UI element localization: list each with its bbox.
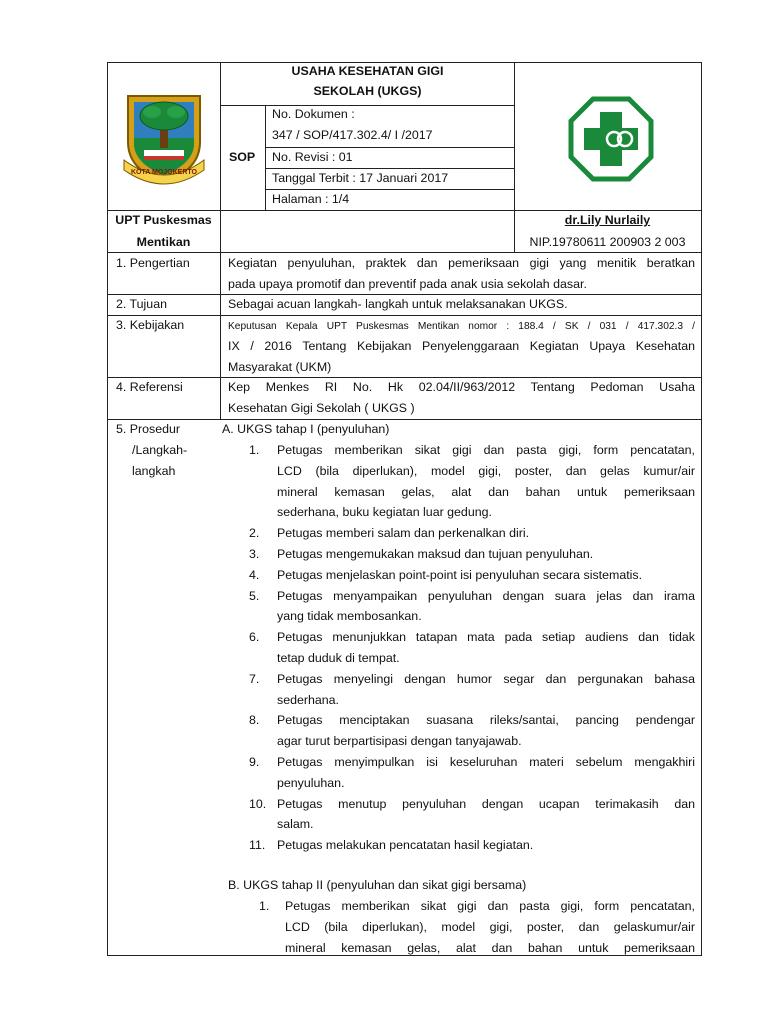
kebijakan-line3: Masyarakat (UKM) (228, 360, 332, 374)
label-tujuan: 2. Tujuan (116, 297, 167, 311)
kebijakan-line2: IX / 2016 Tentang Kebijakan Penyelenggaraan Kegiatan Upaya Kesehatan (228, 339, 695, 353)
doc-no-value: 347 / SOP/417.302.4/ I /2017 (272, 128, 433, 142)
label-referensi: 4. Referensi (116, 380, 183, 394)
step-number: 9. (249, 755, 260, 769)
line-under-title (220, 105, 515, 106)
city-crest-logo (120, 90, 208, 186)
step-text: Petugas menutup penyuluhan dengan ucapan terimakasih dan (277, 796, 695, 811)
divider-sop-col (265, 105, 266, 210)
step-number: 8. (249, 713, 260, 728)
doc-no-label: No. Dokumen : (272, 107, 355, 121)
step-text: Petugas melakukan pencatatan hasil kegiatan. (277, 838, 534, 853)
head-name: dr.Lily Nurlaily (564, 213, 651, 227)
title-line2: SEKOLAH (UKGS) (313, 84, 422, 98)
step-text: LCD (bila diperlukan), model gigi, poster, dan gelas kumur/air (277, 463, 695, 478)
line-under-kebijakan (107, 377, 702, 378)
step-text: sederhana, buku kegiatan luar gedung. (277, 505, 492, 520)
line-under-org (107, 252, 702, 253)
line-under-referensi (107, 419, 702, 420)
sop-label: SOP (229, 150, 256, 164)
tujuan-line1: Sebagai acuan langkah- langkah untuk melaksanakan UKGS. (228, 297, 568, 311)
border-right (701, 62, 702, 955)
pengertian-line1: Kegiatan penyuluhan, praktek dan pemeriksaan gigi yang menitik beratkan (228, 256, 695, 270)
label-kebijakan: 3. Kebijakan (116, 318, 185, 332)
line-under-pengertian (107, 294, 702, 295)
head-nip: NIP.19780611 200903 2 003 (529, 235, 686, 249)
line-under-docno (265, 147, 515, 148)
step-number: 1. (259, 899, 270, 913)
step-number: 5. (249, 588, 260, 603)
step-number: 11. (249, 838, 266, 853)
step-text: Petugas menciptakan suasana rileks/santai, pancing pendengar (277, 713, 695, 728)
line-under-tujuan (107, 315, 702, 316)
org-line1: UPT Puskesmas (115, 213, 212, 227)
step-text: salam. (277, 817, 314, 832)
step-text: mineral kemasan gelas, alat dan bahan untuk pemeriksaan (277, 484, 695, 499)
pengertian-line2: pada upaya promotif dan preventif pada anak usia sekolah dasar. (228, 277, 587, 291)
issue-date: Tanggal Terbit : 17 Januari 2017 (272, 171, 449, 185)
step-number: 7. (249, 671, 260, 686)
step-text: Petugas menjelaskan point-point isi penyuluhan secara sistematis. (277, 567, 643, 582)
label-prosedur-3: langkah (132, 464, 176, 478)
step-text: Petugas memberikan sikat gigi dan pasta gigi, form pencatatan, (285, 899, 695, 913)
step-text: yang tidak membosankan. (277, 609, 422, 624)
label-pengertian: 1. Pengertian (116, 256, 190, 270)
prosedur-part-a: A. UKGS tahap I (penyuluhan) (222, 422, 390, 436)
step-number: 1. (249, 443, 260, 457)
step-text: Petugas menyampaikan penyuluhan dengan suara jelas dan irama (277, 588, 695, 603)
line-under-header (107, 210, 702, 211)
line-under-tanggal (265, 189, 515, 190)
step-text: Petugas mengemukakan maksud dan tujuan penyuluhan. (277, 547, 594, 561)
step-text: mineral kemasan gelas, alat dan bahan untuk pemeriksaan (285, 940, 695, 955)
step-text: Petugas memberi salam dan perkenalkan diri. (277, 526, 530, 541)
divider-label-col (220, 62, 221, 420)
border-left (107, 62, 108, 955)
title-line1: USAHA KESEHATAN GIGI (291, 64, 444, 78)
kebijakan-line1: Keputusan Kepala UPT Puskesmas Mentikan nomor : 188.4 / SK / 031 / 417.302.3 / (228, 321, 695, 332)
crest-motto-text: KOTA MOJOKERTO (131, 169, 197, 176)
revision: No. Revisi : 01 (272, 150, 353, 164)
step-text: Petugas memberikan sikat gigi dan pasta gigi, form pencatatan, (277, 443, 695, 457)
step-text: Petugas menyelingi dengan humor segar dan pergunakan bahasa (277, 671, 695, 686)
border-top (107, 62, 702, 63)
step-number: 2. (249, 526, 260, 541)
page-number: Halaman : 1/4 (272, 192, 350, 206)
step-number: 3. (249, 547, 260, 561)
prosedur-part-b: B. UKGS tahap II (penyuluhan dan sikat gigi bersama) (228, 878, 527, 892)
referensi-line2: Kesehatan Gigi Sekolah ( UKGS ) (228, 401, 415, 415)
org-line2: Mentikan (136, 235, 191, 249)
step-text: LCD (bila diperlukan), model gigi, poster, dan gelaskumur/air (285, 919, 695, 934)
step-number: 6. (249, 630, 260, 645)
step-text: sederhana. (277, 692, 340, 707)
step-text: Petugas menyimpulkan isi keseluruhan materi sebelum mengakhiri (277, 755, 695, 769)
step-number: 4. (249, 567, 260, 582)
step-number: 10. (249, 796, 267, 811)
step-text: agar turut berpartisipasi dengan tanyajawab. (277, 734, 522, 749)
step-text: tetap duduk di tempat. (277, 651, 400, 665)
label-prosedur: 5. Prosedur (116, 422, 181, 436)
puskesmas-logo (568, 96, 654, 182)
line-under-revisi (265, 168, 515, 169)
label-prosedur-2: /Langkah- (132, 443, 188, 457)
step-text: Petugas menunjukkan tatapan mata pada setiap audiens dan tidak (277, 630, 695, 645)
step-text: penyuluhan. (277, 775, 345, 790)
referensi-line1: Kep Menkes RI No. Hk 02.04/II/963/2012 Tentang Pedoman Usaha (228, 380, 695, 394)
